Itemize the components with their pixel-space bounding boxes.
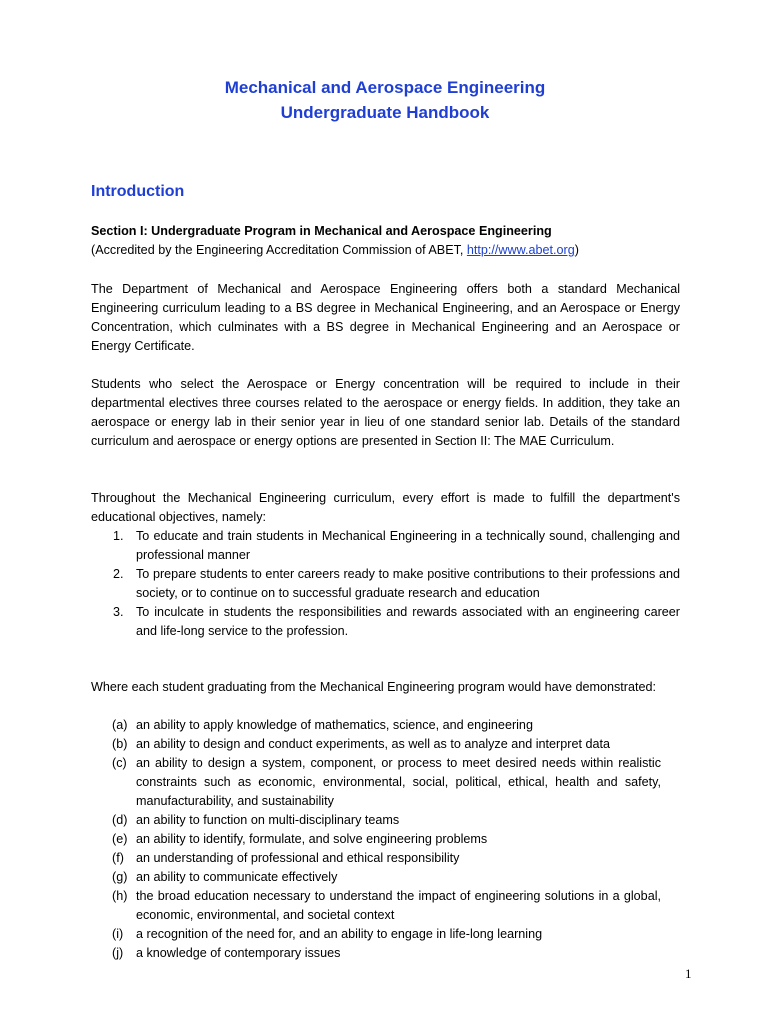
list-item-text: To inculcate in students the responsibilities and rewards associated with an engineering career and life-long service to the profession. bbox=[136, 605, 680, 638]
list-item-letter: (i) bbox=[112, 927, 124, 941]
list-item-letter: (a) bbox=[112, 718, 128, 732]
document-title-line-1: Mechanical and Aerospace Engineering bbox=[224, 78, 546, 97]
list-item-text: the broad education necessary to understand the impact of engineering solutions in a global, economic, environmental, and societal context bbox=[136, 889, 661, 922]
list-item-text: an ability to identify, formulate, and solve engineering problems bbox=[136, 832, 488, 846]
paragraph-objectives-intro: Throughout the Mechanical Engineering curriculum, every effort is made to fulfill the department's educational objectives, namely: bbox=[91, 491, 680, 524]
list-item-letter: (d) bbox=[112, 813, 128, 827]
objectives-list bbox=[91, 527, 680, 641]
accreditation-prefix: (Accredited by the Engineering Accreditation Commission of ABET, bbox=[91, 243, 467, 257]
list-item-text: a recognition of the need for, and an ability to engage in life-long learning bbox=[136, 927, 543, 941]
abet-link[interactable]: http://www.abet.org bbox=[466, 243, 575, 257]
list-item bbox=[91, 830, 661, 849]
list-item-text: To prepare students to enter careers ready to make positive contributions to their professions and society, or to continue on to successful graduate research and education bbox=[136, 567, 680, 600]
list-item-text: To educate and train students in Mechanical Engineering in a technically sound, challenging and professional manner bbox=[136, 529, 680, 562]
section-title: Section I: Undergraduate Program in Mechanical and Aerospace Engineering bbox=[91, 224, 552, 238]
list-item bbox=[91, 527, 680, 565]
outcomes-list bbox=[91, 716, 661, 963]
list-item-text: an ability to communicate effectively bbox=[136, 870, 338, 884]
list-item bbox=[91, 811, 661, 830]
list-item-text: an ability to design and conduct experiments, as well as to analyze and interpret data bbox=[136, 737, 610, 751]
list-item-letter: (f) bbox=[112, 851, 124, 865]
list-item-letter: (c) bbox=[112, 756, 127, 770]
list-item bbox=[91, 716, 661, 735]
paragraph-concentrations: Students who select the Aerospace or Energy concentration will be required to include in their departmental electives three courses related to the aerospace or energy fields. In addition, they take an aerospace or energy lab in their senior year in lieu of one standard senior lab. Details of the standard curriculum and aerospace or energy options are presented in Section II: The MAE Curriculum. bbox=[91, 377, 680, 448]
list-item-number: 3. bbox=[113, 605, 124, 619]
list-item bbox=[91, 944, 661, 963]
list-item bbox=[91, 868, 661, 887]
list-item-text: an ability to function on multi-disciplinary teams bbox=[136, 813, 400, 827]
list-item-letter: (b) bbox=[112, 737, 128, 751]
section-heading-introduction: Introduction bbox=[91, 183, 185, 200]
list-item-text: an understanding of professional and ethical responsibility bbox=[136, 851, 460, 865]
list-item-number: 2. bbox=[113, 567, 124, 581]
list-item-text: an ability to apply knowledge of mathematics, science, and engineering bbox=[136, 718, 533, 732]
list-item-letter: (e) bbox=[112, 832, 128, 846]
list-item bbox=[91, 565, 680, 603]
list-item bbox=[91, 887, 661, 925]
list-item-number: 1. bbox=[113, 529, 124, 543]
document-title-line-2: Undergraduate Handbook bbox=[280, 103, 490, 122]
list-item-letter: (j) bbox=[112, 946, 124, 960]
list-item bbox=[91, 603, 680, 641]
list-item bbox=[91, 849, 661, 868]
list-item bbox=[91, 754, 661, 811]
list-item-letter: (g) bbox=[112, 870, 128, 884]
list-item bbox=[91, 925, 661, 944]
list-item bbox=[91, 735, 661, 754]
list-item-letter: (h) bbox=[112, 889, 128, 903]
paragraph-outcomes-intro: Where each student graduating from the Mechanical Engineering program would have demonstrated: bbox=[91, 680, 656, 694]
accreditation-suffix: ) bbox=[574, 243, 579, 257]
page-number: 1 bbox=[685, 966, 692, 981]
list-item-text: a knowledge of contemporary issues bbox=[136, 946, 341, 960]
accreditation-note bbox=[91, 241, 680, 260]
list-item-text: an ability to design a system, component, or process to meet desired needs within realistic constraints such as economic, environmental, social, political, ethical, health and safety, manufacturability, and sustainability bbox=[136, 756, 661, 808]
paragraph-program-overview: The Department of Mechanical and Aerospace Engineering offers both a standard Mechanical Engineering curriculum leading to a BS degree in Mechanical Engineering, and an Aerospace or Energy Concentration, which culminates with a BS degree in Mechanical Engineering and an Aerospace or Energy Certificate. bbox=[91, 282, 680, 353]
